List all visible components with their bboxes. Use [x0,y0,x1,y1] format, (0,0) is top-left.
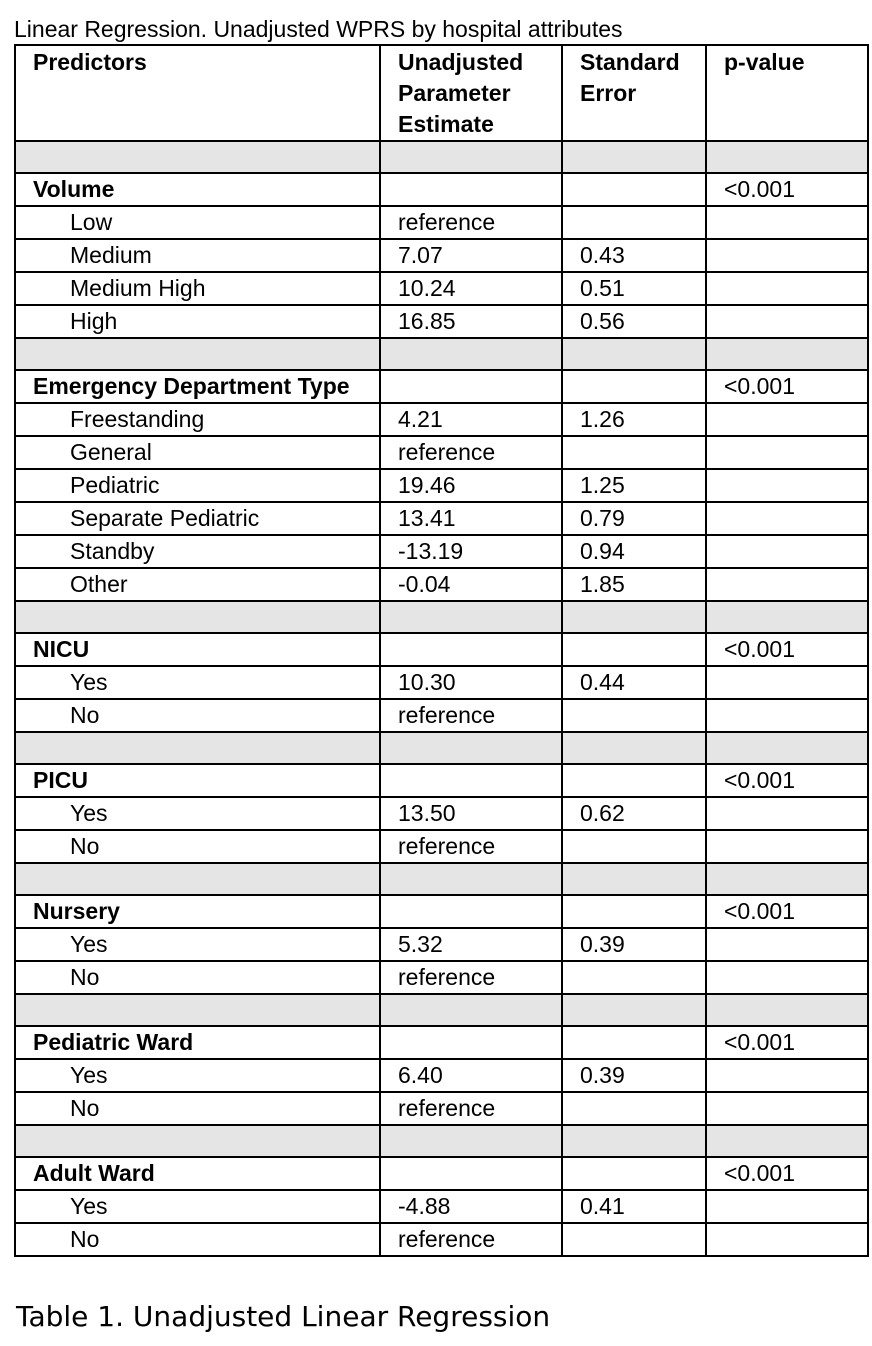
group-estimate-cell [380,895,562,928]
level-label: Separate Pediatric [15,502,380,535]
group-se-cell [562,1026,706,1059]
level-label: Pediatric [15,469,380,502]
group-estimate-cell [380,633,562,666]
standard-error [562,1223,706,1256]
spacer-cell [562,601,706,633]
group-estimate-cell [380,173,562,206]
spacer-cell [15,141,380,173]
spacer-cell [15,1125,380,1157]
group-se-cell [562,1157,706,1190]
header-p-value: p-value [706,45,868,141]
level-p-value-cell [706,928,868,961]
spacer-cell [706,1125,868,1157]
level-p-value-cell [706,305,868,338]
spacer-cell [15,732,380,764]
level-p-value-cell [706,469,868,502]
parameter-estimate: 19.46 [380,469,562,502]
table-row [15,830,868,863]
table-row [15,403,868,436]
spacer-cell [380,732,562,764]
table-row [15,1092,868,1125]
standard-error [562,436,706,469]
level-p-value-cell [706,436,868,469]
parameter-estimate: reference [380,830,562,863]
parameter-estimate: reference [380,699,562,732]
table-row [15,305,868,338]
spacer-cell [380,338,562,370]
group-row [15,633,868,666]
table-row [15,699,868,732]
standard-error: 1.25 [562,469,706,502]
level-p-value-cell [706,699,868,732]
standard-error: 0.41 [562,1190,706,1223]
spacer-cell [15,994,380,1026]
level-label: No [15,1092,380,1125]
level-label: No [15,699,380,732]
standard-error [562,206,706,239]
group-p-value: <0.001 [706,895,868,928]
table-row [15,535,868,568]
table-title: Linear Regression. Unadjusted WPRS by hospital attributes [14,16,623,42]
group-estimate-cell [380,1157,562,1190]
spacer-cell [706,863,868,895]
header-row [15,45,868,141]
level-label: No [15,961,380,994]
level-p-value-cell [706,797,868,830]
parameter-estimate: 13.50 [380,797,562,830]
standard-error: 0.43 [562,239,706,272]
spacer-cell [706,338,868,370]
table-row [15,666,868,699]
level-p-value-cell [706,666,868,699]
parameter-estimate: 13.41 [380,502,562,535]
spacer-cell [15,601,380,633]
parameter-estimate: -0.04 [380,568,562,601]
level-label: Freestanding [15,403,380,436]
level-label: Standby [15,535,380,568]
table-row [15,272,868,305]
group-name: Adult Ward [15,1157,380,1190]
standard-error [562,699,706,732]
group-se-cell [562,895,706,928]
level-label: No [15,1223,380,1256]
level-label: Medium High [15,272,380,305]
group-p-value: <0.001 [706,173,868,206]
spacer-cell [562,732,706,764]
header-estimate: Unadjusted Parameter Estimate [380,45,562,141]
parameter-estimate: 6.40 [380,1059,562,1092]
spacer-cell [562,141,706,173]
spacer-cell [706,732,868,764]
header-standard-error: Standard Error [562,45,706,141]
standard-error: 0.79 [562,502,706,535]
spacer-row [15,732,868,764]
spacer-cell [380,141,562,173]
standard-error: 0.56 [562,305,706,338]
standard-error [562,1092,706,1125]
spacer-row [15,863,868,895]
group-name: Pediatric Ward [15,1026,380,1059]
level-label: Yes [15,666,380,699]
group-se-cell [562,173,706,206]
standard-error: 0.94 [562,535,706,568]
level-label: Low [15,206,380,239]
group-row [15,370,868,403]
parameter-estimate: reference [380,436,562,469]
standard-error: 1.26 [562,403,706,436]
level-p-value-cell [706,1059,868,1092]
parameter-estimate: 4.21 [380,403,562,436]
level-p-value-cell [706,403,868,436]
group-p-value: <0.001 [706,1026,868,1059]
level-p-value-cell [706,502,868,535]
group-p-value: <0.001 [706,1157,868,1190]
level-p-value-cell [706,1092,868,1125]
level-p-value-cell [706,272,868,305]
group-row [15,895,868,928]
group-se-cell [562,633,706,666]
standard-error: 0.44 [562,666,706,699]
group-estimate-cell [380,370,562,403]
group-p-value: <0.001 [706,633,868,666]
parameter-estimate: -13.19 [380,535,562,568]
group-estimate-cell [380,1026,562,1059]
spacer-cell [562,338,706,370]
parameter-estimate: 10.30 [380,666,562,699]
table-row [15,961,868,994]
level-label: Medium [15,239,380,272]
level-p-value-cell [706,568,868,601]
spacer-row [15,601,868,633]
level-p-value-cell [706,239,868,272]
table-row [15,568,868,601]
table-row [15,502,868,535]
level-label: Yes [15,797,380,830]
group-estimate-cell [380,764,562,797]
spacer-row [15,1125,868,1157]
parameter-estimate: 10.24 [380,272,562,305]
group-p-value: <0.001 [706,764,868,797]
spacer-cell [562,863,706,895]
parameter-estimate: -4.88 [380,1190,562,1223]
spacer-cell [15,863,380,895]
table-row [15,928,868,961]
spacer-cell [380,994,562,1026]
group-name: Volume [15,173,380,206]
group-row [15,173,868,206]
standard-error: 0.39 [562,928,706,961]
group-name: Emergency Department Type [15,370,380,403]
level-label: No [15,830,380,863]
level-label: General [15,436,380,469]
table-row [15,206,868,239]
spacer-cell [380,863,562,895]
table-row [15,1059,868,1092]
parameter-estimate: reference [380,1223,562,1256]
group-name: Nursery [15,895,380,928]
spacer-cell [562,994,706,1026]
group-row [15,1026,868,1059]
parameter-estimate: 5.32 [380,928,562,961]
group-name: PICU [15,764,380,797]
parameter-estimate: reference [380,961,562,994]
spacer-row [15,141,868,173]
standard-error: 1.85 [562,568,706,601]
header-predictors: Predictors [15,45,380,141]
table-row [15,239,868,272]
group-se-cell [562,764,706,797]
spacer-cell [706,601,868,633]
group-row [15,1157,868,1190]
table-body [15,45,868,1256]
table-row [15,797,868,830]
level-label: Other [15,568,380,601]
table-row [15,1190,868,1223]
level-p-value-cell [706,535,868,568]
parameter-estimate: reference [380,206,562,239]
table-row [15,469,868,502]
level-p-value-cell [706,830,868,863]
table-row [15,436,868,469]
spacer-cell [706,994,868,1026]
group-name: NICU [15,633,380,666]
parameter-estimate: 7.07 [380,239,562,272]
spacer-row [15,994,868,1026]
level-label: Yes [15,1190,380,1223]
table-row [15,1223,868,1256]
regression-table [14,44,869,1257]
table-caption: Table 1. Unadjusted Linear Regression [16,1300,551,1333]
spacer-row [15,338,868,370]
level-label: Yes [15,1059,380,1092]
standard-error: 0.51 [562,272,706,305]
level-p-value-cell [706,206,868,239]
parameter-estimate: reference [380,1092,562,1125]
standard-error: 0.39 [562,1059,706,1092]
group-se-cell [562,370,706,403]
standard-error [562,961,706,994]
parameter-estimate: 16.85 [380,305,562,338]
level-label: Yes [15,928,380,961]
group-p-value: <0.001 [706,370,868,403]
spacer-cell [706,141,868,173]
spacer-cell [380,601,562,633]
level-p-value-cell [706,1223,868,1256]
standard-error [562,830,706,863]
spacer-cell [380,1125,562,1157]
standard-error: 0.62 [562,797,706,830]
spacer-cell [562,1125,706,1157]
level-p-value-cell [706,1190,868,1223]
level-label: High [15,305,380,338]
level-p-value-cell [706,961,868,994]
spacer-cell [15,338,380,370]
group-row [15,764,868,797]
